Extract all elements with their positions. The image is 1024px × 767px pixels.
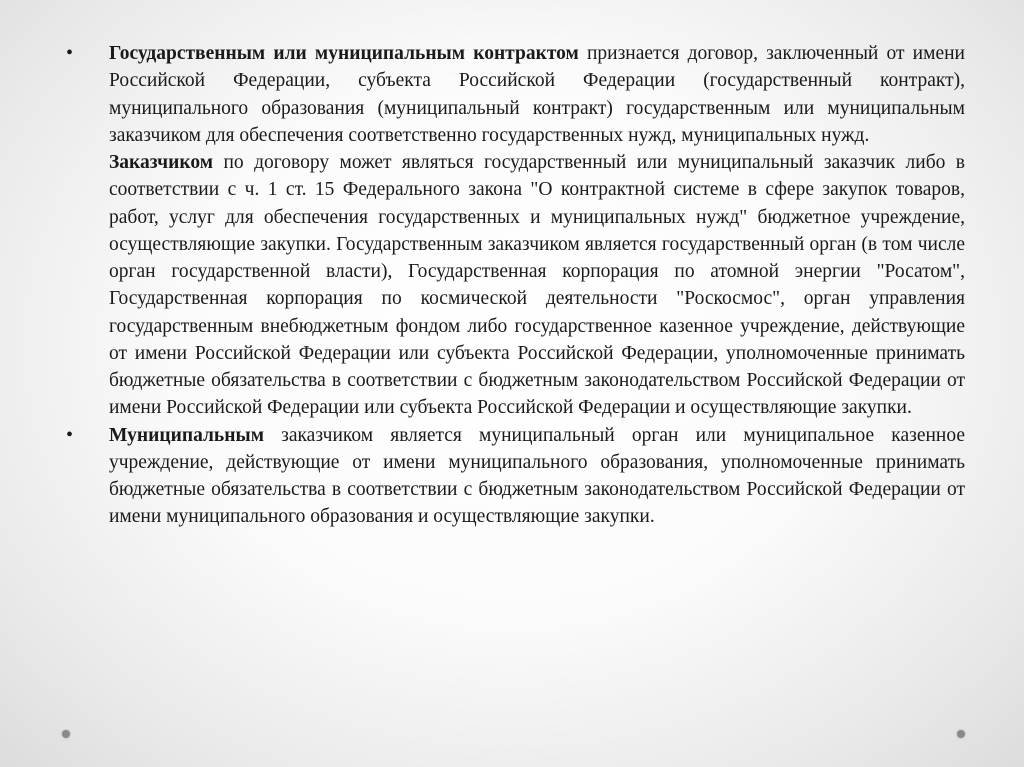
term-municipal: Муниципальным: [109, 424, 264, 446]
paragraph-municipal-customer: [109, 422, 965, 531]
definition-text: признается договор, заключенный от имени Российской Федерации, субъекта Российской Федерации (государственный контракт), муниципального образования (муниципальный контракт) государственным или муниципальным заказчиком для обеспечения соответственно государственных нужд, муниципальных нужд.: [109, 43, 965, 146]
decorative-dot-right: [957, 730, 965, 738]
paragraph-state-contract: [109, 40, 965, 422]
bullet-item-municipal-customer: [60, 422, 965, 531]
decorative-dot-left: [62, 730, 70, 738]
bullet-marker: •: [66, 42, 74, 64]
municipal-text: заказчиком является муниципальный орган или муниципальное казенное учреждение, действующие от имени муниципального образования, уполномоченные принимать бюджетные обязательства в соответствии с бюджетным законодательством Российской Федерации от имени муниципального образования и осуществляющие закупки.: [109, 424, 965, 528]
term-state-contract: Государственным или муниципальным контрактом: [109, 43, 579, 64]
bullet-item-state-contract: [60, 40, 965, 422]
term-customer: Заказчиком: [109, 152, 214, 173]
slide-content: [60, 40, 965, 531]
bullet-marker: •: [66, 423, 74, 446]
customer-text: по договору может являться государственный или муниципальный заказчик либо в соответствии с ч. 1 ст. 15 Федерального закона "О контрактной системе в сфере закупок товаров, работ, услуг для обеспечения государственных и муниципальных нужд" бюджетное учреждение, осуществляющие закупки. Государственным заказчиком является государственный орган (в том числе орган государственной власти), Государственная корпорация по атомной энергии "Росатом", Государственная корпорация по космической деятельности "Роскосмос", орган управления государственным внебюджетным фондом либо государственное казенное учреждение, действующие от имени Российской Федерации или субъекта Российской Федерации, уполномоченные принимать бюджетные обязательства в соответствии с бюджетным законодательством Российской Федерации от имени Российской Федерации или субъекта Российской Федерации и осуществляющие закупки.: [109, 152, 965, 419]
